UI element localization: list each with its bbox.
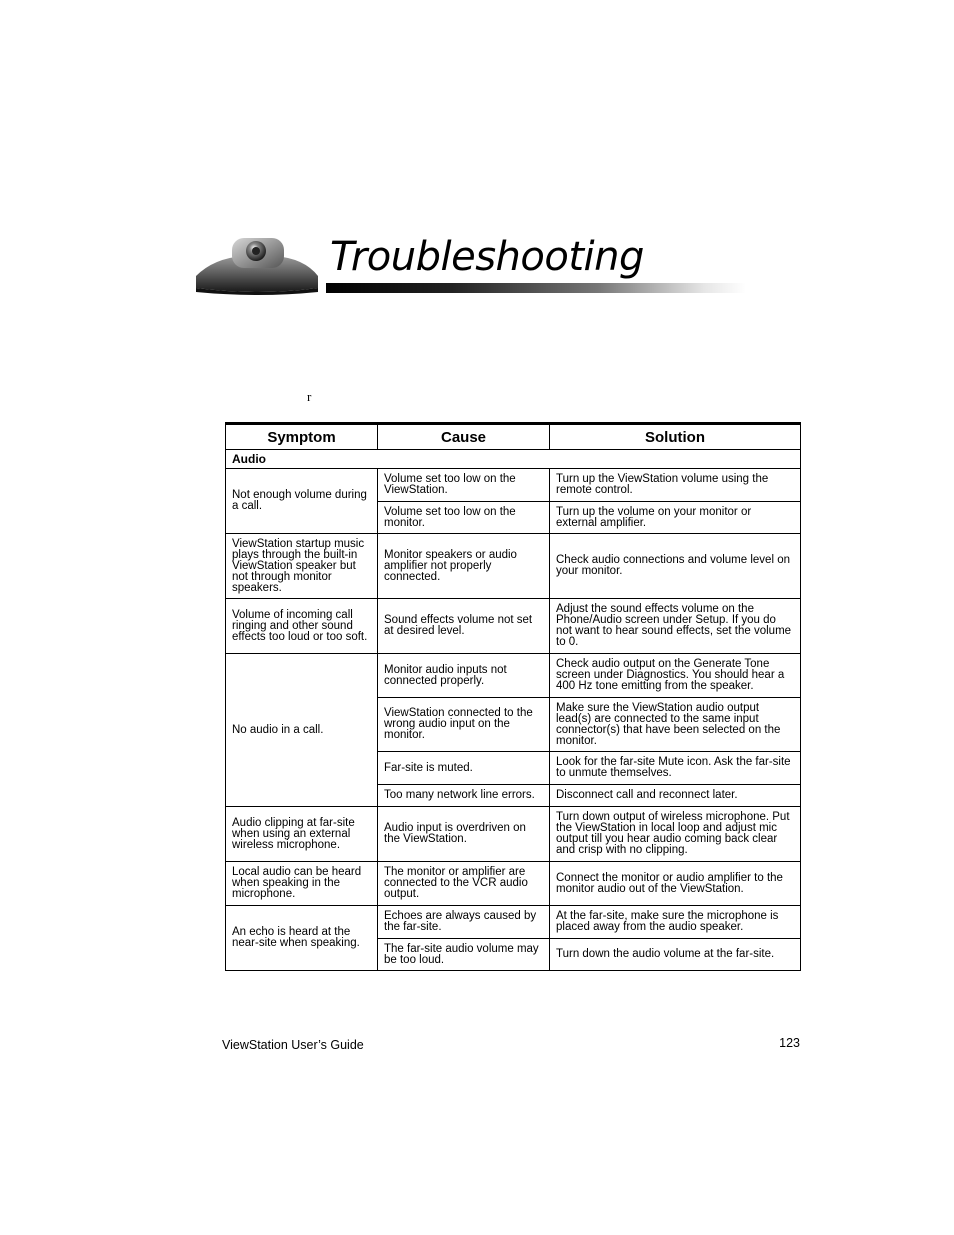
table-row [226,807,801,862]
table-row [226,599,801,654]
solution-cell: Turn up the ViewStation volume using the remote control. [550,469,801,502]
solution-cell: At the far-site, make sure the microphone is placed away from the audio speaker. [550,906,801,939]
column-header-solution: Solution [550,424,801,450]
solution-cell: Turn up the volume on your monitor or external amplifier. [550,502,801,534]
symptom-cell: No audio in a call. [226,654,378,807]
symptom-cell: Local audio can be heard when speaking in the microphone. [226,862,378,906]
title-gradient-bar [326,283,746,293]
section-label-audio: Audio [226,450,801,469]
stray-character: r [307,389,312,404]
solution-cell: Look for the far-site Mute icon. Ask the far-site to unmute themselves. [550,752,801,785]
symptom-cell: Volume of incoming call ringing and other sound effects too loud or too soft. [226,599,378,654]
viewstation-camera-icon [194,234,320,296]
column-header-cause: Cause [378,424,550,450]
page-title: Troubleshooting [330,234,644,280]
cause-cell: Sound effects volume not set at desired level. [378,599,550,654]
cause-cell: The far-site audio volume may be too loud. [378,939,550,971]
page-number: 123 [779,1036,800,1050]
cause-cell: Monitor audio inputs not connected properly. [378,654,550,698]
cause-cell: The monitor or amplifier are connected to the VCR audio output. [378,862,550,906]
cause-cell: Volume set too low on the monitor. [378,502,550,534]
column-header-symptom: Symptom [226,424,378,450]
solution-cell: Check audio connections and volume level on your monitor. [550,534,801,599]
table-row [226,469,801,502]
solution-cell: Adjust the sound effects volume on the Phone/Audio screen under Setup. If you do not want to hear sound effects, set the volume to 0. [550,599,801,654]
table-row [226,862,801,906]
symptom-cell: Not enough volume during a call. [226,469,378,534]
cause-cell: Audio input is overdriven on the ViewStation. [378,807,550,862]
table-row [226,906,801,939]
cause-cell: Too many network line errors. [378,785,550,807]
symptom-cell: ViewStation startup music plays through the built-in ViewStation speaker but not through monitor speakers. [226,534,378,599]
table-row [226,654,801,698]
cause-cell: Echoes are always caused by the far-site. [378,906,550,939]
table-row [226,534,801,599]
table-header-row [226,424,801,450]
section-row [226,450,801,469]
footer-guide-title: ViewStation User’s Guide [222,1038,364,1052]
solution-cell: Connect the monitor or audio amplifier to the monitor audio out of the ViewStation. [550,862,801,906]
solution-cell: Check audio output on the Generate Tone screen under Diagnostics. You should hear a 400 Hz tone emitting from the speaker. [550,654,801,698]
symptom-cell: Audio clipping at far-site when using an external wireless microphone. [226,807,378,862]
cause-cell: Volume set too low on the ViewStation. [378,469,550,502]
solution-cell: Turn down output of wireless microphone. Put the ViewStation in local loop and adjust mic output till you hear audio coming back clear and crisp with no clipping. [550,807,801,862]
solution-cell: Make sure the ViewStation audio output lead(s) are connected to the same input connector(s) that have been selected on the monitor. [550,698,801,752]
solution-cell: Disconnect call and reconnect later. [550,785,801,807]
cause-cell: Monitor speakers or audio amplifier not properly connected. [378,534,550,599]
troubleshooting-table [225,422,801,971]
solution-cell: Turn down the audio volume at the far-site. [550,939,801,971]
symptom-cell: An echo is heard at the near-site when speaking. [226,906,378,971]
cause-cell: ViewStation connected to the wrong audio input on the monitor. [378,698,550,752]
cause-cell: Far-site is muted. [378,752,550,785]
